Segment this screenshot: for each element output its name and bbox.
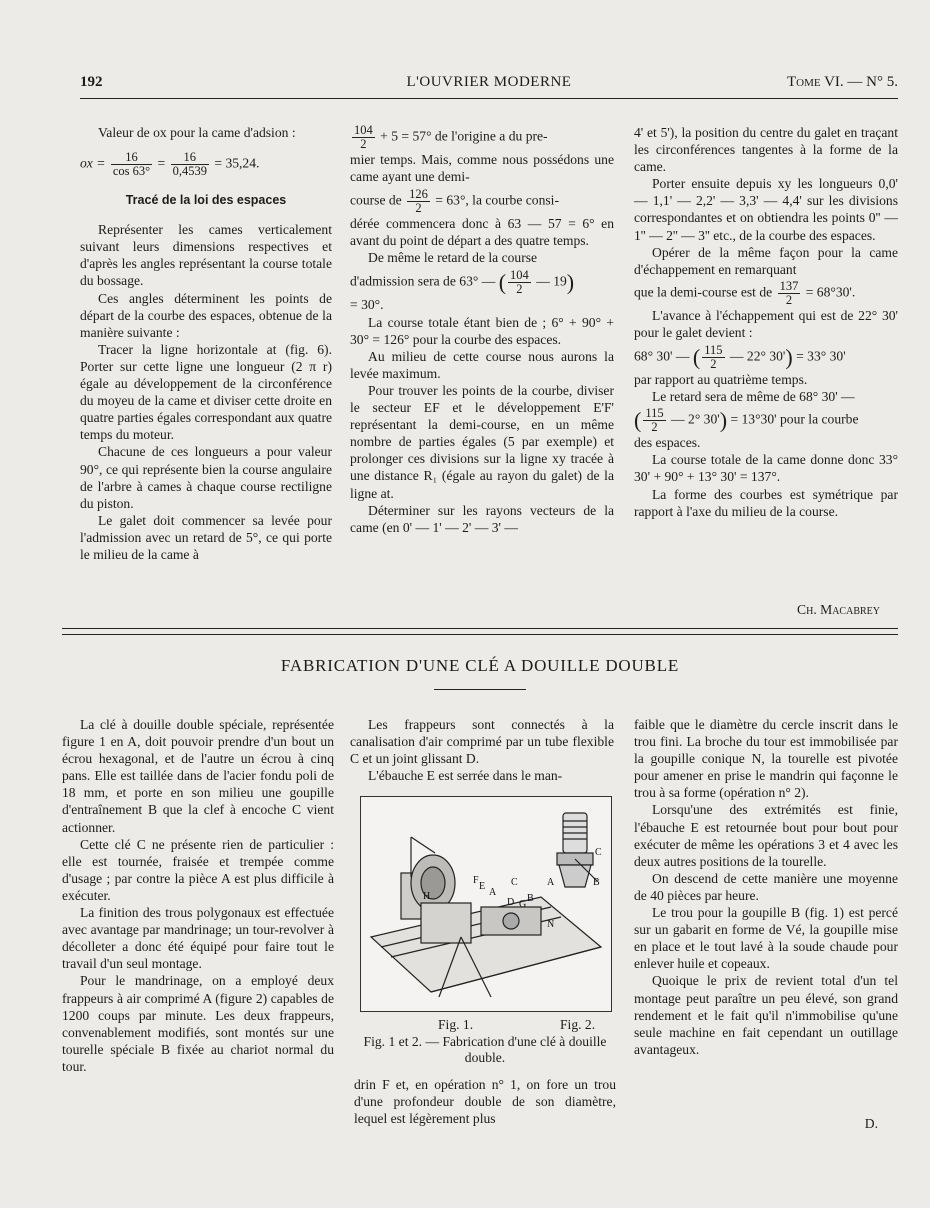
paren-open: (: [692, 344, 701, 370]
paren-close: ): [719, 407, 728, 433]
paragraph: La finition des trous polygonaux est effectuée avec avantage par mandrinage; un tour-revolver à décolleter a donc été équipé pour faire tout le travail d'un seul montage.: [62, 905, 334, 972]
paragraph: faible que le diamètre du cercle inscrit dans le trou fini. La broche du tour est immobilisée par la goupille conique N, la tourelle est pivotée pour amener en prise le mandrin qui façonne le trou à sa forme (opération n° 2).: [634, 717, 898, 801]
denominator: cos 63°: [112, 164, 151, 179]
numerator: 115: [704, 343, 723, 358]
paragraph: Représenter les cames verticalement suivant leurs dimensions respectives et d'après les angles représentant la course totale du bossage.: [80, 222, 332, 289]
paragraph: Pour le mandrinage, on a employé deux frappeurs à air comprimé A (figure 2) capables de 1200 coups par minute. Les deux frappeurs, convenablement modifiés, sont montés sur une tourelle spéciale B fixée au chariot normal du tour.: [62, 973, 334, 1074]
equation-line: [634, 344, 898, 371]
equation-line: [350, 124, 614, 151]
paragraph: Le trou pour la goupille B (fig. 1) est percé sur un gabarit en forme de Vé, la goupille mise en place et le tout lavé à la soude chaude pour enlever huile et copeaux.: [634, 905, 898, 972]
article-separator-thin: [62, 634, 898, 635]
equation-line: [350, 188, 614, 215]
denominator: 2: [516, 282, 523, 297]
paragraph: Lorsqu'une des extrémités est finie, l'ébauche E est retournée bout pour bout pour exécuter de même les opérations 3 et 4 avec les deux autres positions de la tourelle.: [634, 802, 898, 869]
paren-close: ): [566, 269, 575, 295]
fig-label-e: E: [479, 881, 486, 892]
paragraph: par rapport au quatrième temps.: [634, 372, 808, 388]
fig-label-b2: B: [527, 893, 534, 904]
title-underline: [434, 689, 526, 690]
fraction: [702, 344, 724, 371]
fraction: [778, 280, 801, 307]
section-subtitle: Tracé de la loi des espaces: [125, 193, 287, 208]
paragraph: = 30°.: [350, 297, 384, 313]
paragraph: mier temps. Mais, comme nous possédons une came ayant une demi-: [350, 152, 614, 185]
paragraph: De même le retard de la course: [368, 250, 538, 266]
paragraph: L'avance à l'échappement qui est de 22° 30' pour le galet devient :: [634, 307, 898, 340]
formula-ox: [80, 151, 332, 178]
equation-text: = 33° 30': [796, 348, 846, 364]
denominator: 2: [785, 292, 793, 307]
fig-label-c1: C: [595, 847, 602, 858]
page-header: [80, 72, 898, 96]
equation-text: — 2° 30': [671, 411, 720, 427]
equation-line: [350, 269, 614, 296]
paragraph: Valeur de ox pour la came d'adsion :: [98, 125, 296, 140]
paragraph: dérée commencera donc à 63 — 57 = 6° en avant du point de départ a des quatre temps.: [350, 216, 614, 249]
numerator: 104: [354, 123, 373, 137]
numerator: 126: [409, 187, 428, 202]
paragraph: 4' et 5'), la position du centre du galet en traçant les circonférences tangentes à la forme de la came.: [634, 125, 898, 175]
paragraph: Tracer la ligne horizontale at (fig. 6). Porter sur cette ligne une longueur (2 π r) égale au développement de la circonférence du moyeu de la came et diviser cette droite en quatre parties égales correspondant aux quatre temps du moteur.: [80, 341, 332, 443]
fraction: [643, 407, 665, 434]
fig-label-b1: B: [593, 877, 600, 888]
article-separator: [62, 628, 898, 629]
equation-text: — 22° 30': [729, 348, 786, 364]
denominator: 2: [651, 420, 658, 435]
equation-text: = 68°30'.: [805, 284, 856, 300]
formula-result: = 35,24.: [214, 155, 260, 171]
paragraph: des espaces.: [634, 435, 701, 451]
paragraph: Opérer de la même façon pour la came d'échappement en remarquant: [634, 244, 898, 277]
equals-sign: =: [157, 155, 166, 171]
fig-label-a2: A: [489, 887, 497, 898]
numerator: 16: [111, 151, 152, 165]
fraction: [407, 188, 430, 215]
lathe-drawing: [361, 797, 611, 1011]
paragraph: Les frappeurs sont connectés à la canalisation d'air comprimé par un tube flexible C et un joint glissant D.: [350, 717, 614, 767]
article1-column-1: [80, 124, 332, 563]
fraction: [508, 269, 531, 296]
paragraph: Quoique le prix de revient total d'un tel montage peut paraître un peu élevé, son grand rendement et le fait qu'il n'immobilise qu'une seule machine en fait cependant un outillage avantageux.: [634, 973, 898, 1057]
denominator: 2: [710, 357, 717, 372]
fraction: [111, 151, 152, 178]
fig2-label: Fig. 2.: [560, 1017, 596, 1032]
header-rule: [80, 98, 898, 99]
paragraph: La clé à douille double spéciale, représentée figure 1 en A, doit pouvoir prendre d'un bout un écrou hexagonal, et de l'autre un écrou à cinq pans. Elle est taillée dans de l'acier fondu poli de 18 mm, et porte en son milieu une goupille d'entraînement B que la clef à encoche C vient actionner.: [62, 717, 334, 835]
equation-text: = 13°30' pour la courbe: [730, 411, 859, 427]
paragraph: Chacune de ces longueurs a pour valeur 90°, ce qui représente bien la course angulaire de l'arbre à cames à chaque course rectiligne du piston.: [80, 444, 332, 511]
paragraph: L'ébauche E est serrée dans le man-: [368, 768, 563, 784]
paragraph: La course totale étant bien de ; 6° + 90° + 30° = 126° pour la courbe des espaces.: [350, 314, 614, 347]
equation-line: [634, 280, 898, 307]
equation-text: d'admission sera de 63° —: [350, 274, 496, 290]
equation-text: — 19: [536, 274, 567, 290]
formula-lhs: ox =: [80, 155, 106, 171]
paragraph: Déterminer sur les rayons vecteurs de la came (en 0' — 1' — 2' — 3' —: [350, 502, 614, 535]
paragraph: drin F et, en opération n° 1, on fore un trou d'une profondeur double de son diamètre, lequel est légèrement plus: [354, 1077, 616, 1127]
article1-column-2: [350, 124, 614, 536]
article-title: FABRICATION D'UNE CLÉ A DOUILLE DOUBLE: [280, 656, 680, 675]
denominator: 2: [360, 137, 367, 151]
denominator: 0,4539: [172, 164, 207, 179]
figure-caption: Fig. 1 et 2. — Fabrication d'une clé à douille double.: [363, 1034, 607, 1065]
fig-label-h: H: [423, 891, 431, 902]
paragraph: Le galet doit commencer sa levée pour l'admission avec un retard de 5°, ce qui porte le milieu de la came à: [80, 512, 332, 562]
issue-label: Tome VI. — N° 5.: [787, 74, 898, 90]
article2-column-2-continued: [354, 1076, 616, 1127]
paragraph: Cette clé C ne présente rien de particulier : elle est tournée, fraisée et trempée comme d'usage ; par contre la pièce A est plus difficile à exécuter.: [62, 836, 334, 903]
fig-label-g: G: [519, 899, 527, 910]
fig1-label: Fig. 1.: [438, 1017, 474, 1032]
paren-open: (: [634, 407, 642, 433]
paren-open: (: [498, 269, 507, 295]
paragraph: Pour trouver les points de la courbe, diviser le secteur EF et le développement E'F' représentant la demi-course, en un même nombre de parties égales (5 par exemple) et prolonger ces divisions sur la ligne xy tracée à une distance R₁ (égale au rayon du galet) de la ligne at.: [350, 382, 614, 501]
article2-column-1: [62, 716, 334, 1075]
author-signature: Ch. Macabrey: [797, 601, 880, 617]
equation-text: + 5 = 57° de l'origine a du pre-: [380, 128, 548, 144]
article2-column-3: [634, 716, 898, 1132]
equation-text: 68° 30' —: [634, 348, 690, 364]
article1-column-3: [634, 124, 898, 618]
numerator: 115: [645, 406, 664, 421]
paragraph: Le retard sera de même de 68° 30' —: [652, 389, 855, 405]
equation-text: = 63°, la courbe consi-: [435, 192, 559, 208]
fig1-key-drawing: [557, 813, 597, 887]
paren-close: ): [785, 344, 793, 370]
journal-title: L'OUVRIER MODERNE: [406, 74, 572, 90]
numerator: 137: [779, 278, 799, 293]
equation-text: que la demi-course est de: [634, 284, 773, 300]
paragraph: La course totale de la came donne donc 33° 30' + 90° + 13° 30' = 137°.: [634, 452, 898, 485]
fig-label-a1: A: [547, 877, 555, 888]
equation-text: course de: [350, 192, 402, 208]
paragraph: Au milieu de cette course nous aurons la levée maximum.: [350, 348, 614, 381]
denominator: 2: [415, 201, 422, 216]
fraction: [171, 151, 209, 178]
figure-lathe-illustration: [360, 796, 612, 1012]
numerator: 16: [171, 151, 209, 165]
fig-label-n: N: [547, 919, 555, 930]
author-signature: D.: [864, 1115, 878, 1131]
paragraph: Ces angles déterminent les points de départ de la courbe des espaces, obtenue de la manière suivante :: [80, 290, 332, 340]
fraction: [352, 124, 375, 151]
paragraph: Porter ensuite depuis xy les longueurs 0,0' — 1,1' — 2,2' — 3,3' — 4,4' sur les divisions correspondantes et on obtiendra les points 0'' — 1'' — 2'' — 3'' etc., de la courbe des espaces.: [634, 176, 898, 243]
fig-label-d: D: [507, 897, 515, 908]
page-number: 192: [80, 74, 103, 90]
paragraph: La forme des courbes est symétrique par rapport à l'axe du milieu de la course.: [634, 486, 898, 519]
paragraph: On descend de cette manière une moyenne de 40 pièces par heure.: [634, 870, 898, 903]
equation-line: [634, 407, 898, 434]
fig-label-f: F: [473, 875, 479, 886]
fig-label-c2: C: [511, 877, 518, 888]
numerator: 104: [510, 268, 529, 283]
article2-column-2: [350, 716, 614, 784]
